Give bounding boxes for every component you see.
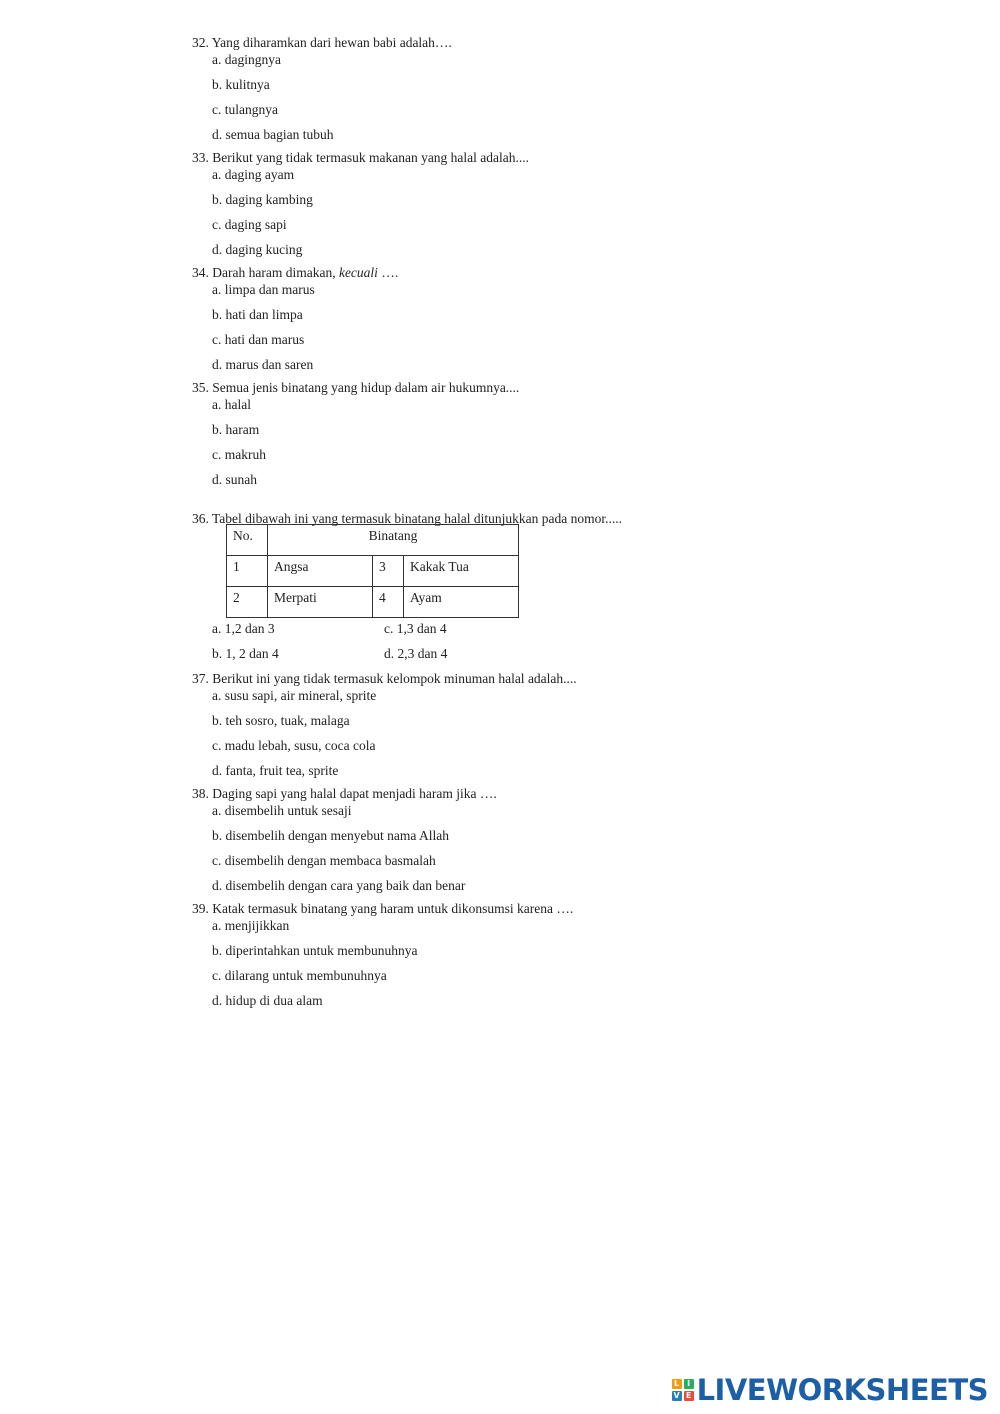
header-no: No. (227, 525, 268, 556)
option-b[interactable]: b. disembelih dengan menyebut nama Allah (212, 828, 449, 843)
table-row (227, 587, 519, 618)
question-stem: 33. Berikut yang tidak termasuk makanan yang halal adalah.... (192, 150, 530, 165)
table-cell: 2 (227, 587, 268, 618)
stem-text: 34. Darah haram dimakan, (192, 265, 339, 280)
option-b[interactable]: b. 1, 2 dan 4 (212, 646, 279, 661)
question-37 (192, 671, 892, 779)
table-cell: Kakak Tua (404, 556, 519, 587)
question-stem (192, 265, 892, 281)
logo-tile: L (672, 1379, 682, 1389)
option-c[interactable]: c. disembelih dengan membaca basmalah (212, 853, 436, 868)
option-c[interactable]: c. tulangnya (212, 102, 278, 117)
table-cell: Angsa (268, 556, 373, 587)
option-a[interactable]: a. menjijikkan (212, 918, 290, 933)
option-d[interactable]: d. semua bagian tubuh (212, 127, 334, 142)
option-a[interactable]: a. disembelih untuk sesaji (212, 803, 352, 818)
table-header-row (227, 525, 519, 556)
table-row (227, 556, 519, 587)
question-33 (192, 150, 892, 258)
option-c[interactable]: c. madu lebah, susu, coca cola (212, 738, 376, 753)
header-animal: Binatang (268, 525, 519, 556)
question-stem: 37. Berikut ini yang tidak termasuk kelompok minuman halal adalah.... (192, 671, 577, 686)
question-39 (192, 901, 892, 1009)
stem-italic-word: kecuali (338, 265, 378, 280)
table-cell: 4 (373, 587, 404, 618)
option-c[interactable]: c. 1,3 dan 4 (384, 621, 447, 636)
liveworksheets-logo[interactable] (672, 1374, 988, 1406)
question-stem: 39. Katak termasuk binatang yang haram untuk dikonsumsi karena …. (192, 901, 574, 916)
option-d[interactable]: d. marus dan saren (212, 357, 314, 372)
option-a[interactable]: a. daging ayam (212, 167, 295, 182)
question-38 (192, 786, 892, 894)
option-b[interactable]: b. haram (212, 422, 260, 437)
option-d[interactable]: d. daging kucing (212, 242, 303, 257)
option-d[interactable]: d. 2,3 dan 4 (384, 646, 448, 661)
option-b[interactable]: b. teh sosro, tuak, malaga (212, 713, 350, 728)
option-a[interactable]: a. 1,2 dan 3 (212, 621, 275, 636)
question-34 (192, 265, 892, 373)
logo-tile: I (684, 1379, 694, 1389)
option-b[interactable]: b. diperintahkan untuk membunuhnya (212, 943, 418, 958)
option-b[interactable]: b. kulitnya (212, 77, 270, 92)
logo-tile: E (684, 1391, 694, 1401)
question-32 (192, 35, 892, 143)
table-cell: 3 (373, 556, 404, 587)
table-cell: 1 (227, 556, 268, 587)
option-c[interactable]: c. dilarang untuk membunuhnya (212, 968, 387, 983)
table-cell: Ayam (404, 587, 519, 618)
table-cell: Merpati (268, 587, 373, 618)
option-d[interactable]: d. fanta, fruit tea, sprite (212, 763, 339, 778)
animals-table (226, 524, 519, 618)
question-stem: 35. Semua jenis binatang yang hidup dalam air hukumnya.... (192, 380, 520, 395)
option-d[interactable]: d. hidup di dua alam (212, 993, 323, 1008)
option-d[interactable]: d. disembelih dengan cara yang baik dan benar (212, 878, 466, 893)
question-stem: 32. Yang diharamkan dari hewan babi adalah…. (192, 35, 452, 50)
option-a[interactable]: a. halal (212, 397, 251, 412)
stem-text-end: …. (377, 265, 399, 280)
question-35 (192, 380, 892, 488)
option-d[interactable]: d. sunah (212, 472, 257, 487)
logo-icon (672, 1379, 694, 1401)
option-c[interactable]: c. makruh (212, 447, 266, 462)
option-b[interactable]: b. daging kambing (212, 192, 313, 207)
option-b[interactable]: b. hati dan limpa (212, 307, 303, 322)
option-a[interactable]: a. dagingnya (212, 52, 281, 67)
option-c[interactable]: c. hati dan marus (212, 332, 305, 347)
question-stem: 36. Tabel dibawah ini yang termasuk binatang halal ditunjukkan pada nomor..... (192, 511, 622, 526)
option-a[interactable]: a. susu sapi, air mineral, sprite (212, 688, 377, 703)
option-c[interactable]: c. daging sapi (212, 217, 287, 232)
option-a[interactable]: a. limpa dan marus (212, 282, 315, 297)
question-stem: 38. Daging sapi yang halal dapat menjadi haram jika …. (192, 786, 497, 801)
logo-tile: V (673, 1391, 680, 1400)
logo-text: LIVEWORKSHEETS (696, 1373, 988, 1407)
